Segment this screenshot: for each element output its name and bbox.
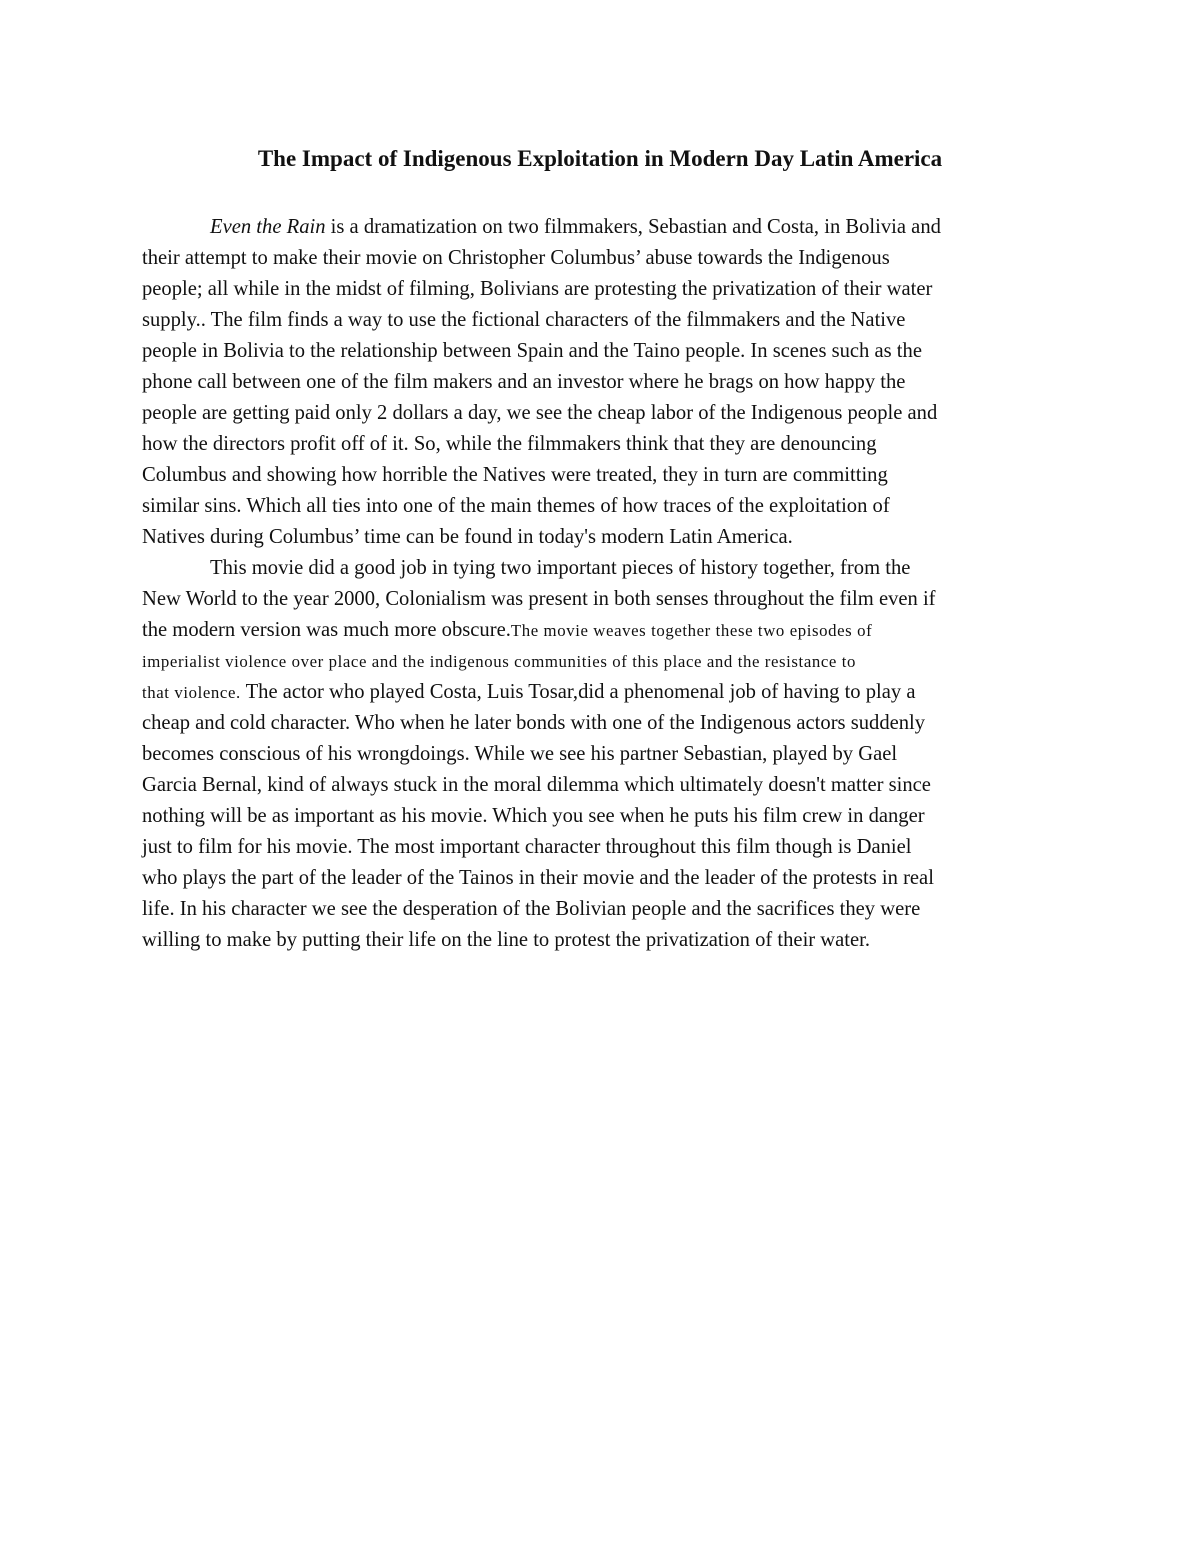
paragraph-line: New World to the year 2000, Colonialism was present in both senses throughout the film even if	[142, 588, 936, 610]
line-text-small: The movie weaves together these two episodes of	[510, 621, 873, 640]
document-body	[142, 212, 1062, 956]
line-text: the modern version was much more obscure.	[142, 619, 511, 641]
film-title: Even the Rain	[210, 216, 326, 238]
paragraph-line: similar sins. Which all ties into one of the main themes of how traces of the exploitation of	[142, 495, 890, 517]
paragraph-line: This movie did a good job in tying two important pieces of history together, from the	[210, 557, 911, 579]
line-text-small: that violence.	[142, 683, 241, 702]
paragraph-line: phone call between one of the film makers and an investor where he brags on how happy the	[142, 371, 906, 393]
paragraph-line: nothing will be as important as his movie. Which you see when he puts his film crew in danger	[142, 805, 925, 827]
paragraph-1	[142, 212, 1062, 553]
paragraph-line: people in Bolivia to the relationship between Spain and the Taino people. In scenes such as the	[142, 340, 922, 362]
paragraph-line: Columbus and showing how horrible the Natives were treated, they in turn are committing	[142, 464, 888, 486]
paragraph-line: their attempt to make their movie on Christopher Columbus’ abuse towards the Indigenous	[142, 247, 890, 269]
paragraph-line: willing to make by putting their life on the line to protest the privatization of their water.	[142, 929, 871, 951]
line-text: is a dramatization on two filmmakers, Sebastian and Costa, in Bolivia and	[325, 216, 941, 238]
paragraph-line	[142, 615, 1062, 646]
paragraph-line: imperialist violence over place and the indigenous communities of this place and the resistance to	[142, 652, 856, 671]
line-text: The actor who played Costa, Luis Tosar,did a phenomenal job of having to play a	[240, 681, 916, 703]
paragraph-line: supply.. The film finds a way to use the fictional characters of the filmmakers and the Native	[142, 309, 906, 331]
paragraph-line: Natives during Columbus’ time can be found in today's modern Latin America.	[142, 526, 793, 548]
paragraph-2	[142, 553, 1062, 956]
paragraph-line: life. In his character we see the desperation of the Bolivian people and the sacrifices they were	[142, 898, 921, 920]
paragraph-line: people; all while in the midst of filming, Bolivians are protesting the privatization of their water	[142, 278, 933, 300]
paragraph-line: how the directors profit off of it. So, while the filmmakers think that they are denouncing	[142, 433, 877, 455]
paragraph-line: cheap and cold character. Who when he later bonds with one of the Indigenous actors suddenly	[142, 712, 926, 734]
document-title: The Impact of Indigenous Exploitation in Modern Day Latin America	[257, 146, 943, 171]
paragraph-line: who plays the part of the leader of the Tainos in their movie and the leader of the protests in real	[142, 867, 934, 889]
paragraph-line: Garcia Bernal, kind of always stuck in the moral dilemma which ultimately doesn't matter since	[142, 774, 931, 796]
paragraph-line: becomes conscious of his wrongdoings. While we see his partner Sebastian, played by Gael	[142, 743, 898, 765]
paragraph-line	[142, 677, 1062, 708]
paragraph-line	[142, 212, 1062, 243]
paragraph-line: people are getting paid only 2 dollars a day, we see the cheap labor of the Indigenous people and	[142, 402, 938, 424]
paragraph-line: just to film for his movie. The most important character throughout this film though is Daniel	[142, 836, 912, 858]
